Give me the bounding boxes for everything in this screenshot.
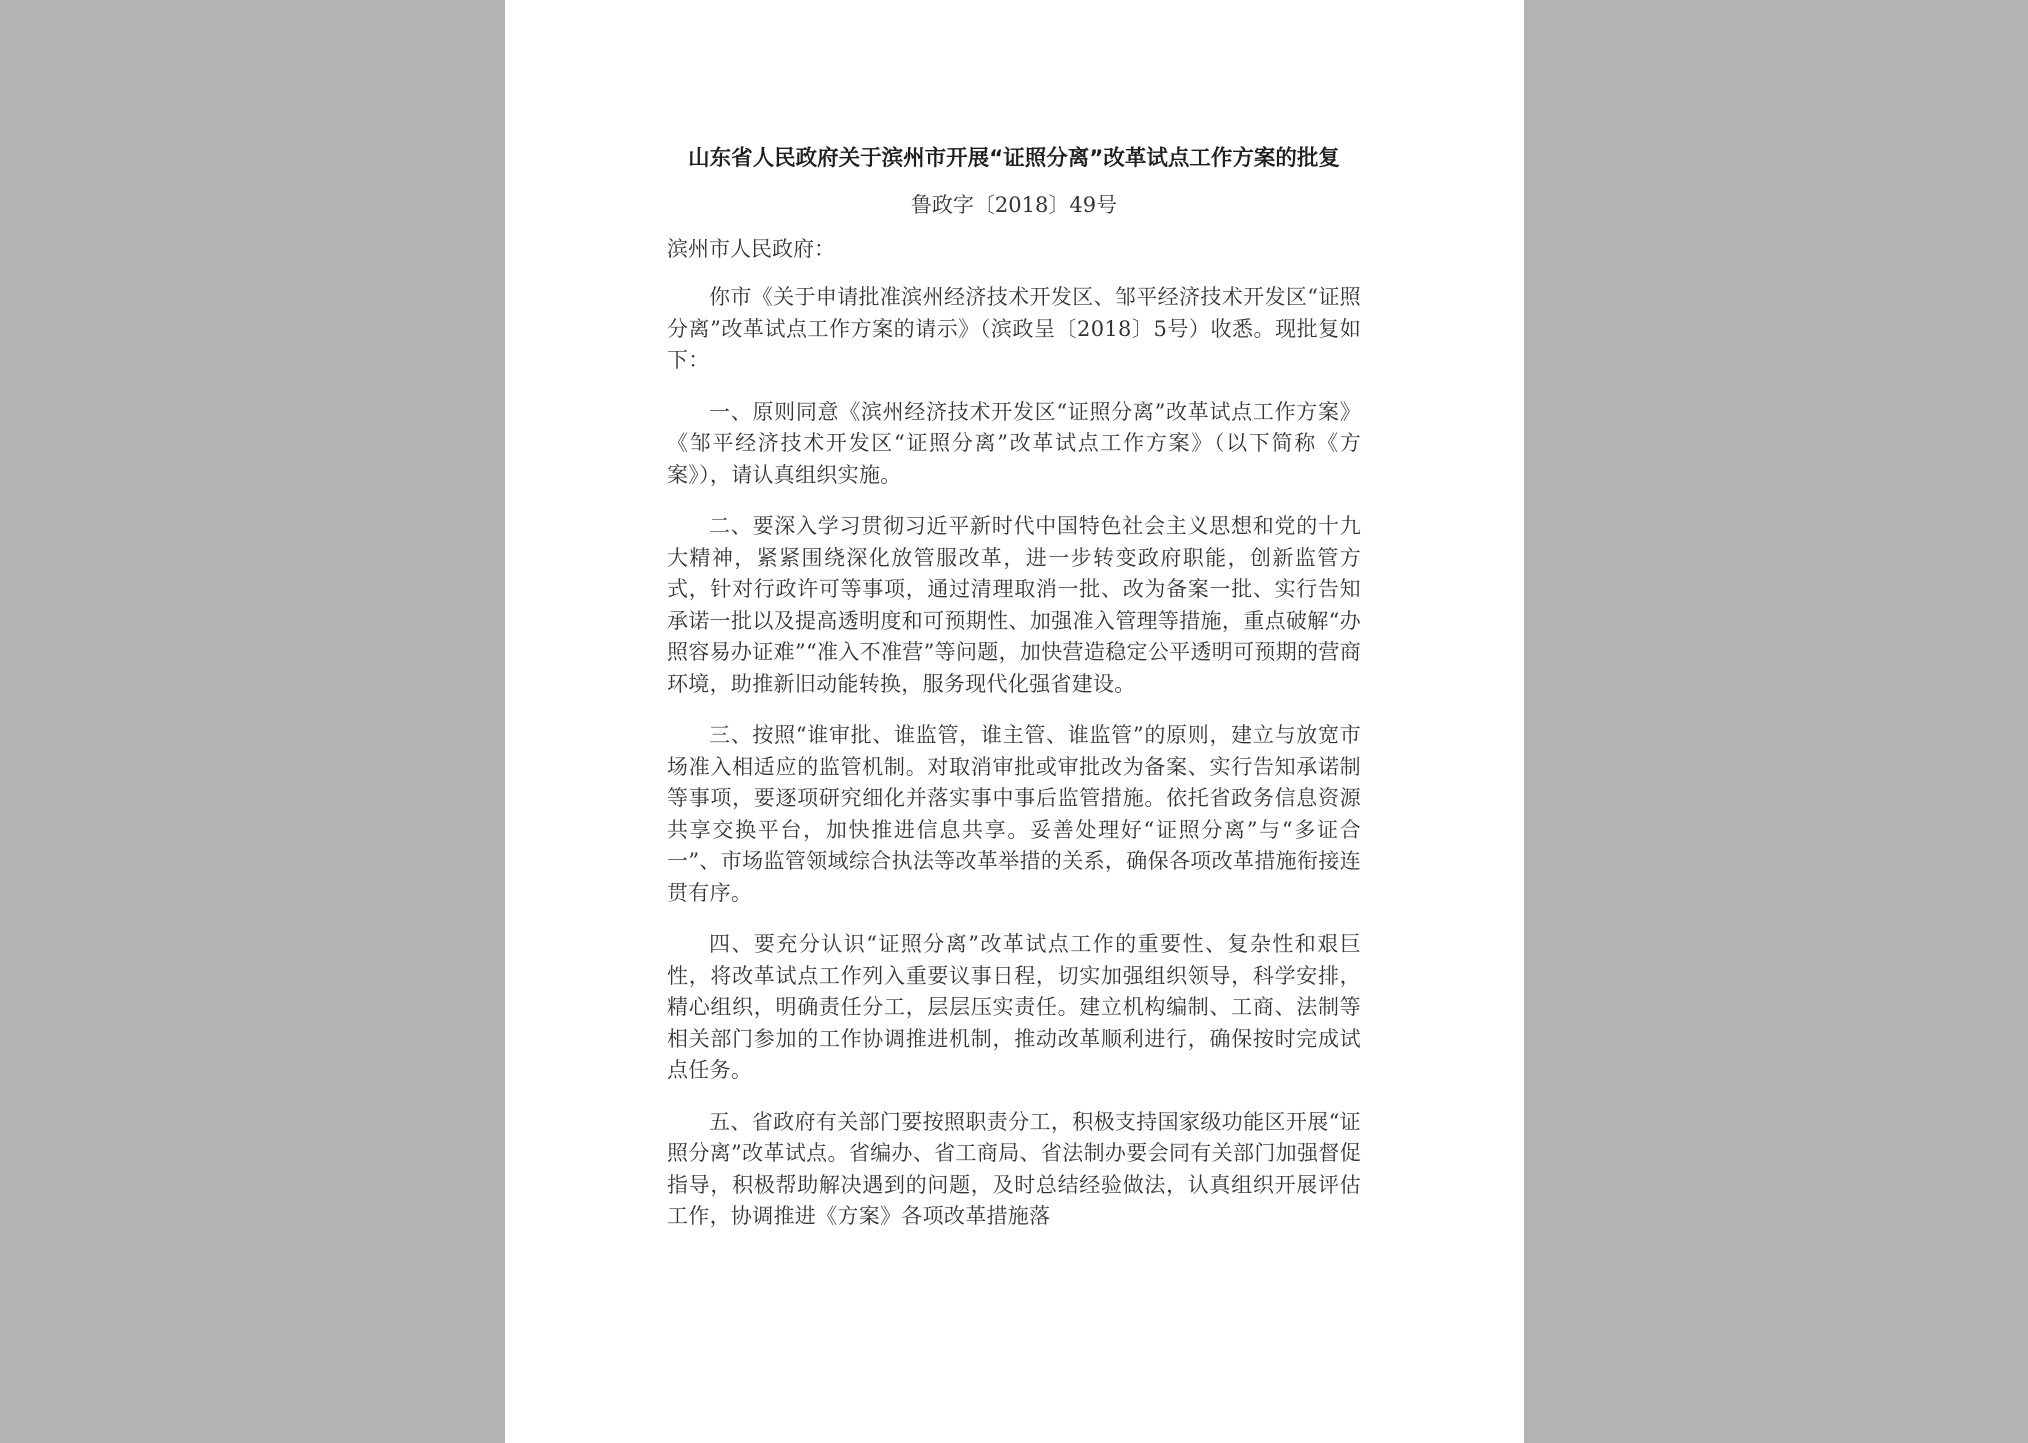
document-page (505, 0, 1524, 1443)
paragraph-item-2: 二、要深入学习贯彻习近平新时代中国特色社会主义思想和党的十九大精神，紧紧围绕深化放管服改革，进一步转变政府职能，创新监管方式，针对行政许可等事项，通过清理取消一批、改为备案一批、实行告知承诺一批以及提高透明度和可预期性、加强准入管理等措施，重点破解“办照容易办证难”“准入不准营”等问题，加快营造稳定公平透明可预期的营商环境，助推新旧动能转换，服务现代化强省建设。 (667, 514, 1361, 696)
paragraph-item-5: 五、省政府有关部门要按照职责分工，积极支持国家级功能区开展“证照分离”改革试点。省编办、省工商局、省法制办要会同有关部门加强督促指导，积极帮助解决遇到的问题，及时总结经验做法，认真组织开展评估工作，协调推进《方案》各项改革措施落 (667, 1109, 1361, 1228)
paragraph-intro: 你市《关于申请批准滨州经济技术开发区、邹平经济技术开发区“证照分离”改革试点工作方案的请示》（滨政呈〔2018〕5号）收悉。现批复如下： (667, 285, 1361, 372)
document-number: 鲁政字〔2018〕49号 (910, 193, 1118, 217)
paragraph-item-4: 四、要充分认识“证照分离”改革试点工作的重要性、复杂性和艰巨性，将改革试点工作列入重要议事日程，切实加强组织领导，科学安排，精心组织，明确责任分工，层层压实责任。建立机构编制、工商、法制等相关部门参加的工作协调推进机制，推动改革顺利进行，确保按时完成试点任务。 (667, 932, 1361, 1082)
paragraph-item-3: 三、按照“谁审批、谁监管，谁主管、谁监管”的原则，建立与放宽市场准入相适应的监管机制。对取消审批或审批改为备案、实行告知承诺制等事项，要逐项研究细化并落实事中事后监管措施。依托省政务信息资源共享交换平台，加快推进信息共享。妥善处理好“证照分离”与“多证合一”、市场监管领域综合执法等改革举措的关系，确保各项改革措施衔接连贯有序。 (667, 723, 1361, 905)
document-title: 山东省人民政府关于滨州市开展“证照分离”改革试点工作方案的批复 (688, 146, 1340, 171)
addressee: 滨州市人民政府： (667, 237, 835, 261)
paragraph-item-1: 一、原则同意《滨州经济技术开发区“证照分离”改革试点工作方案》《邹平经济技术开发区“证照分离”改革试点工作方案》（以下简称《方案》），请认真组织实施。 (667, 399, 1361, 487)
